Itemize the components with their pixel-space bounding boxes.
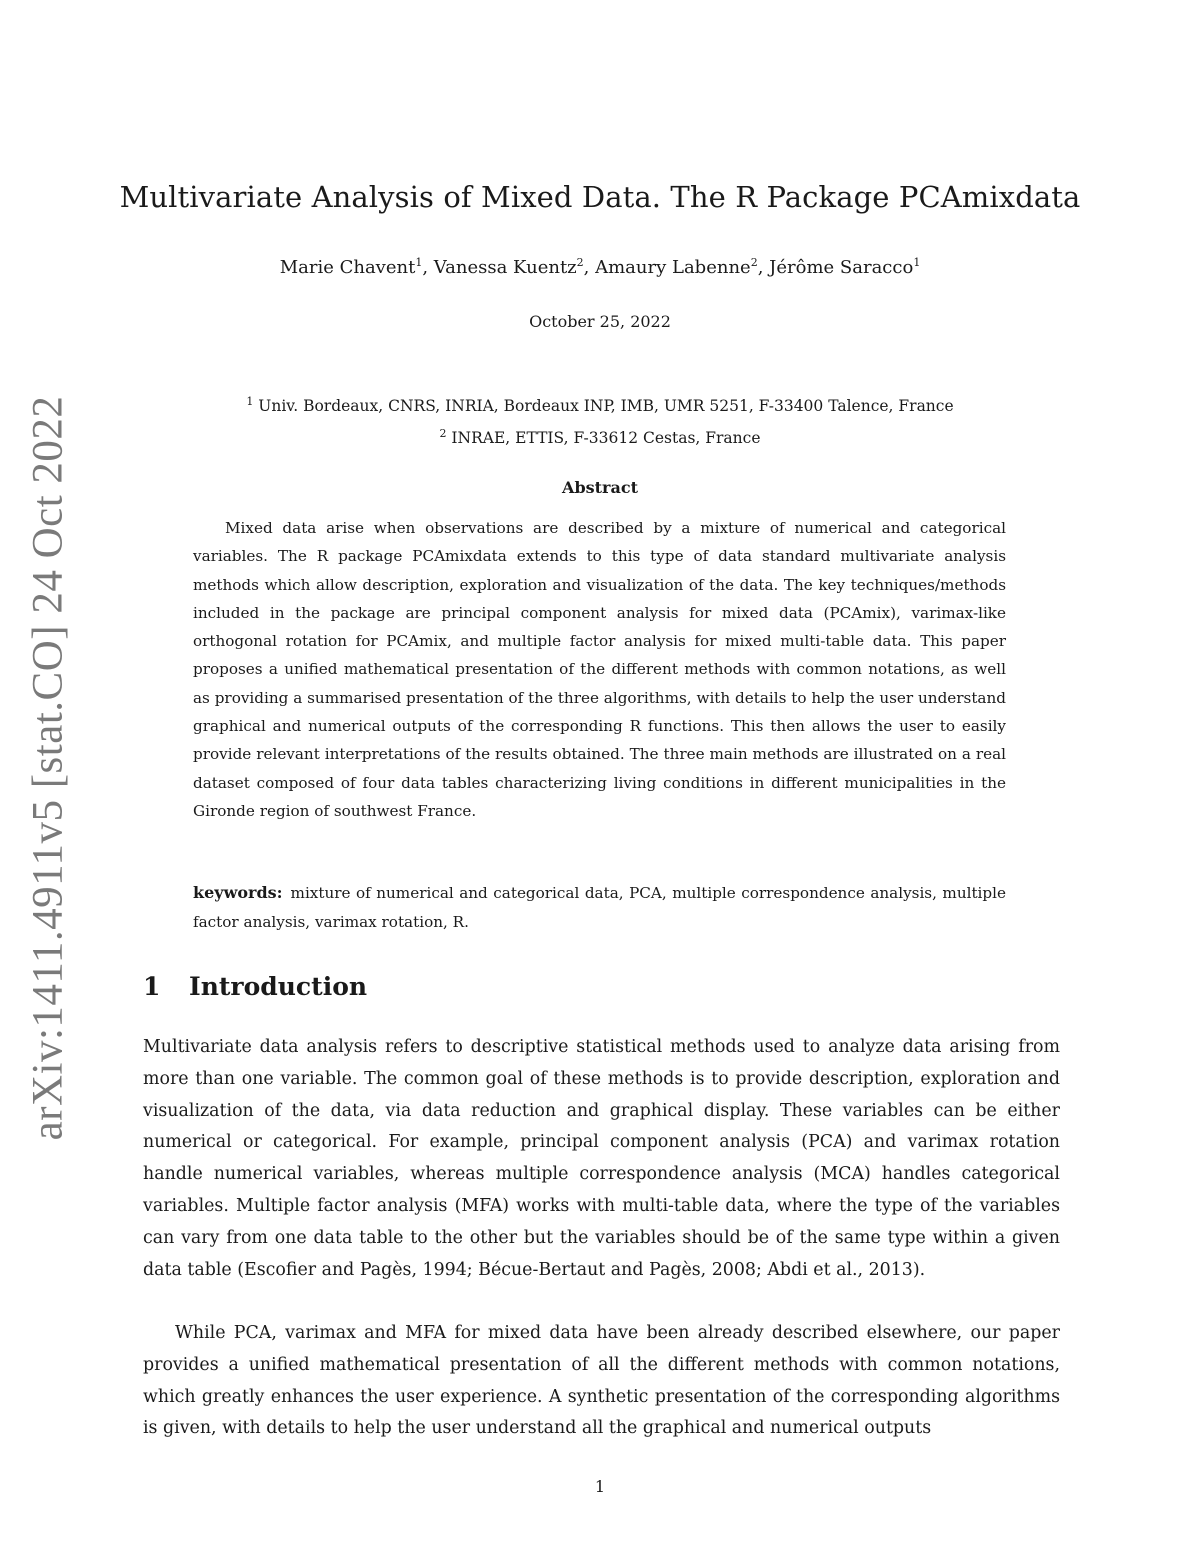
section-number: 1: [143, 972, 161, 1001]
arxiv-identifier-stamp: arXiv:1411.4911v5 [stat.CO] 24 Oct 2022: [24, 395, 72, 1141]
affiliation: [0, 427, 1200, 447]
affiliation: [0, 395, 1200, 415]
abstract-text: Mixed data arise when observations are described by a mixture of numerical and categorical variables. The R package PCAmixdata extends to this type of data standard multivariate analysis methods which allow description, exploration and visualization of the data. The key techniques/methods included in the package are principal component analysis for mixed data (PCAmix), varimax-like orthogonal rotation for PCAmix, and multiple factor analysis for mixed multi-table data. This paper proposes a unified mathematical presentation of the different methods with common notations, as well as providing a summarised presentation of the three algorithms, with details to help the user understand graphical and numerical outputs of the corresponding R functions. This then allows the user to easily provide relevant interpretations of the results obtained. The three main methods are illustrated on a real dataset composed of four data tables characterizing living conditions in different municipalities in the Gironde region of southwest France.: [193, 519, 1006, 820]
paper-date: October 25, 2022: [529, 312, 671, 331]
author-affil-mark: 1: [913, 256, 921, 269]
author-list: Marie Chavent$^1$, Vanessa Kuentz$^2$, Amaury Labenne$^2$, Jérôme Saracco$^1$: [279, 256, 921, 278]
body-paragraph: While PCA, varimax and MFA for mixed data have been already described elsewhere, our paper provides a unified mathematical presentation of all the different methods with common notations, which greatly enhances the user experience. A synthetic presentation of the corresponding algorithms is given, with details to help the user understand all the graphical and numerical outputs: [143, 1323, 1060, 1439]
author-name: Jérôme Saracco: [769, 257, 914, 278]
keywords-label: keywords:: [193, 883, 283, 902]
affiliation-mark: 1: [246, 395, 254, 408]
body-paragraph: Multivariate data analysis refers to descriptive statistical methods used to analyze data arising from more than one variable. The common goal of these methods is to provide description, exploration and visualization of the data, via data reduction and graphical display. These variables can be either numerical or categorical. For example, principal component analysis (PCA) and varimax rotation handle numerical variables, whereas multiple correspondence analysis (MCA) handles categorical variables. Multiple factor analysis (MFA) works with multi-table data, where the type of the variables can vary from one data table to the other but the variables should be of the same type within a given data table (Escofier and Pagès, 1994; Bécue-Bertaut and Pagès, 2008; Abdi et al., 2013).: [143, 1037, 1060, 1280]
paper-title: Multivariate Analysis of Mixed Data. The R Package PCAmixdata: [119, 180, 1081, 214]
section-title: Introduction: [189, 972, 368, 1001]
abstract-heading: Abstract: [562, 478, 638, 497]
page-number: 1: [594, 1477, 606, 1496]
keywords: [193, 879, 1006, 936]
keywords-text: mixture of numerical and categorical data, PCA, multiple correspondence analysis, multiple factor analysis, varimax rotation, R.: [193, 884, 1006, 931]
affiliation-mark: 2: [439, 427, 447, 440]
author-affil-mark: 1: [415, 256, 423, 269]
author-name: Amaury Labenne: [595, 257, 751, 278]
author-affil-mark: 2: [750, 256, 758, 269]
author-affil-mark: 2: [576, 256, 584, 269]
affiliation-text: INRAE, ETTIS, F-33612 Cestas, France: [451, 429, 761, 448]
author-name: Vanessa Kuentz: [433, 257, 577, 278]
affiliation-text: Univ. Bordeaux, CNRS, INRIA, Bordeaux INP, IMB, UMR 5251, F-33400 Talence, France: [258, 397, 954, 416]
section-heading: [143, 972, 367, 1001]
author-name: Marie Chavent: [279, 257, 416, 278]
